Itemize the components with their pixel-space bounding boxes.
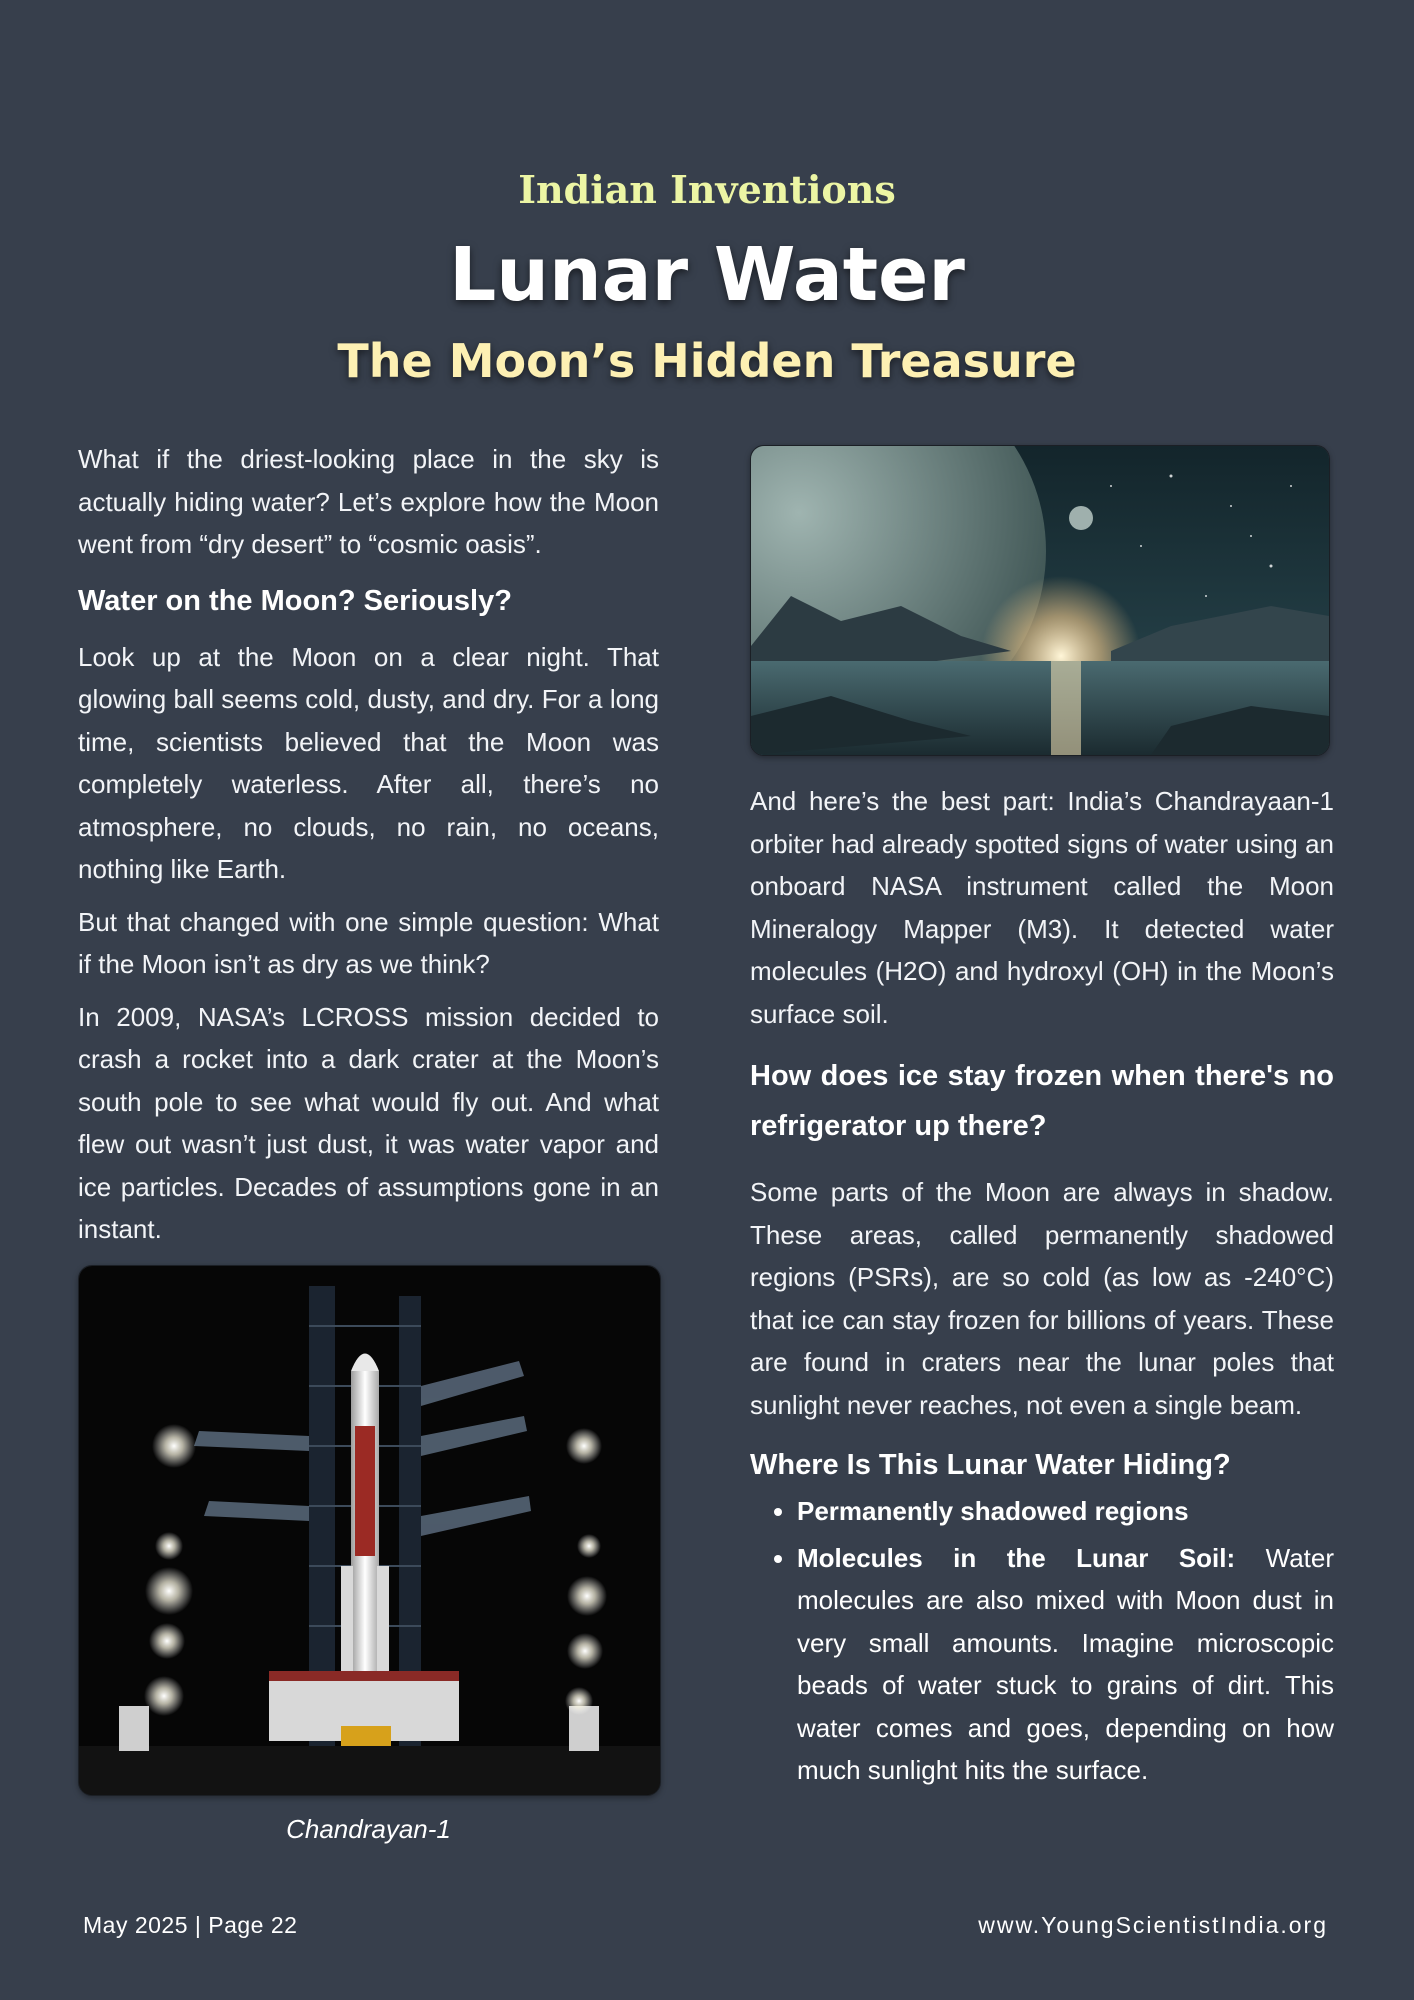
paragraph-psr: Some parts of the Moon are always in shadow. These areas, called permanently shadowed regions (PSRs), are so cold (as low as -240°C) that ice can stay frozen for billions of years. These are found in craters near the lunar poles that sunlight never reaches, not even a single beam. (750, 1177, 1334, 1420)
page-header (0, 160, 1414, 392)
page-title: Lunar Water (449, 232, 965, 318)
paragraph-chandrayaan: And here’s the best part: India’s Chandrayaan-1 orbiter had already spotted signs of water using an onboard NASA instrument called the Moon Mineralogy Mapper (M3). It detected water molecules (H2O) and hydroxyl (OH) in the Moon’s surface soil. (750, 786, 1334, 1029)
rocket-launch-image (78, 1265, 661, 1796)
list-item-text: Water molecules are also mixed with Moon dust in very small amounts. Imagine microscopic beads of water stuck to grains of dirt. This water comes and goes, depending on how much sunlight hits the surface. (797, 1542, 1334, 1785)
right-column (750, 445, 1334, 1796)
hiding-list (750, 1490, 1334, 1792)
footer-date-page: May 2025 | Page 22 (83, 1912, 298, 1938)
bullet-icon (774, 1555, 782, 1563)
paragraph-question: But that changed with one simple question: What if the Moon isn’t as dry as we think? (78, 906, 659, 979)
footer-website[interactable]: www.YoungScientistIndia.org (978, 1912, 1328, 1938)
page-subtitle: The Moon’s Hidden Treasure (337, 334, 1077, 388)
bullet-icon (774, 1508, 782, 1516)
heading-water-on-moon: Water on the Moon? Seriously? (78, 584, 512, 617)
list-item-text: Permanently shadowed regions (797, 1496, 1189, 1526)
paragraph-dry-moon: Look up at the Moon on a clear night. That glowing ball seems cold, dusty, and dry. For a long time, scientists believed that the Moon was completely waterless. After all, there’s no atmosphere, no clouds, no rain, no oceans, nothing like Earth. (78, 641, 659, 884)
paragraph-lcross: In 2009, NASA’s LCROSS mission decided to crash a rocket into a dark crater at the Moon’s south pole to see what would fly out. And what flew out wasn’t just dust, it was water vapor and ice particles. Decades of assumptions gone in an instant. (78, 1001, 659, 1244)
moon-landscape-illustration (751, 446, 1329, 755)
list-item-bold: Molecules in the Lunar Soil: (797, 1542, 1236, 1573)
list-item (750, 1537, 1334, 1792)
section-kicker: Indian Inventions (518, 167, 896, 212)
intro-paragraph: What if the driest-looking place in the sky is actually hiding water? Let’s explore how the Moon went from “dry desert” to “cosmic oasis”. (78, 444, 659, 559)
image-caption: Chandrayan-1 (286, 1813, 451, 1844)
left-column (78, 438, 659, 1845)
rocket-launch-illustration (79, 1266, 660, 1795)
moon-landscape-image (750, 445, 1330, 756)
heading-ice-frozen: How does ice stay frozen when there's no refrigerator up there? (750, 1060, 1334, 1142)
heading-where-hiding: Where Is This Lunar Water Hiding? (750, 1449, 1231, 1481)
list-item (750, 1490, 1334, 1533)
